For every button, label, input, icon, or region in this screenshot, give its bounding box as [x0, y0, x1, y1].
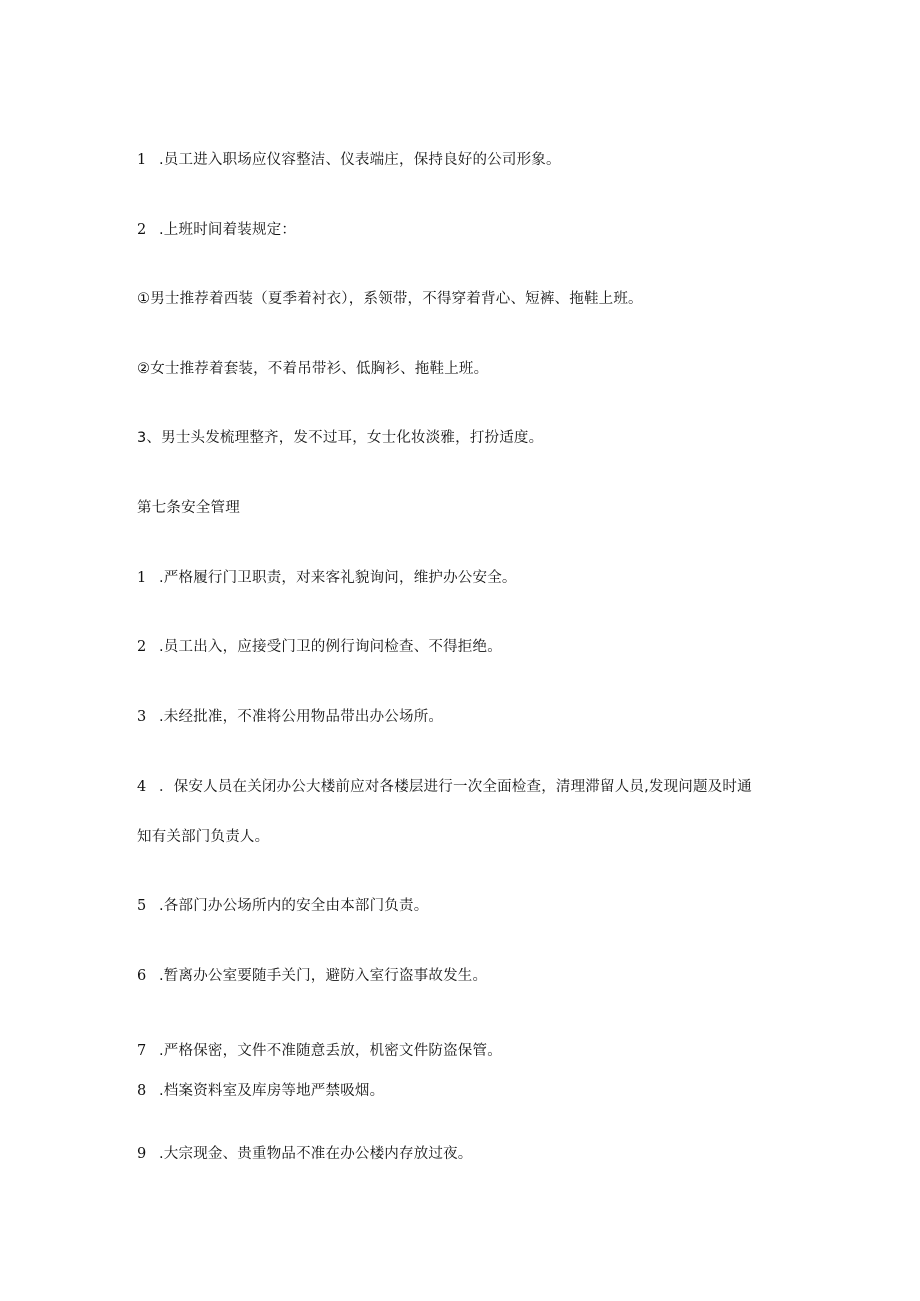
item-text: .大宗现金、贵重物品不准在办公楼内存放过夜。 — [159, 1146, 473, 1162]
item-text: ①男士推荐着西装（夏季着衬衣），系领带，不得穿着背心、短裤、拖鞋上班。 — [137, 291, 643, 307]
security-line-9 — [137, 1144, 817, 1164]
dress-rule-women — [137, 359, 817, 379]
security-line-4-continued — [137, 827, 817, 847]
clause-line-2 — [137, 220, 817, 240]
item-number: 1 — [137, 570, 147, 586]
item-text: 知有关部门负责人。 — [137, 829, 270, 845]
security-line-3 — [137, 707, 817, 727]
item-number: 5 — [137, 898, 147, 914]
item-text: ②女士推荐着套装，不着吊带衫、低胸衫、拖鞋上班。 — [137, 361, 489, 377]
item-text: .未经批准，不准将公用物品带出办公场所。 — [159, 709, 444, 725]
item-text: 3、男士头发梳理整齐，发不过耳，女士化妆淡雅，打扮适度。 — [137, 430, 544, 446]
security-line-2 — [137, 637, 817, 657]
item-text: .严格保密，文件不准随意丢放，机密文件防盗保管。 — [159, 1043, 502, 1059]
security-line-8 — [137, 1081, 817, 1101]
item-number: 1 — [137, 152, 147, 168]
clause-line-1 — [137, 150, 817, 170]
item-text: .上班时间着装规定： — [159, 222, 297, 238]
security-line-1 — [137, 568, 817, 588]
security-line-5 — [137, 896, 817, 916]
item-number: 2 — [137, 639, 147, 655]
item-number: 8 — [137, 1083, 147, 1099]
item-text: .暂离办公室要随手关门，避防入室行盗事故发生。 — [159, 968, 488, 984]
section-heading — [137, 498, 817, 518]
item-text: .档案资料室及库房等地严禁吸烟。 — [159, 1083, 385, 1099]
item-number: 3 — [137, 709, 147, 725]
item-text: .各部门办公场所内的安全由本部门负责。 — [159, 898, 429, 914]
item-number: 7 — [137, 1043, 147, 1059]
item-number: 6 — [137, 968, 147, 984]
security-line-7 — [137, 1041, 817, 1061]
item-text: ．保安人员在关闭办公大楼前应对各楼层进行一次全面检查，清理滞留人员,发现问题及时通 — [159, 779, 752, 795]
dress-rule-men — [137, 289, 817, 309]
clause-line-3 — [137, 428, 817, 448]
security-line-4 — [137, 777, 817, 797]
security-line-6 — [137, 966, 817, 986]
item-number: 9 — [137, 1146, 147, 1162]
section-title: 第七条安全管理 — [137, 500, 240, 516]
item-text: .员工进入职场应仪容整洁、仪表端庄，保持良好的公司形象。 — [159, 152, 561, 168]
item-number: 4 — [137, 779, 147, 795]
item-text: .员工出入，应接受门卫的例行询问检查、不得拒绝。 — [159, 639, 502, 655]
item-text: .严格履行门卫职责，对来客礼貌询问，维护办公安全。 — [159, 570, 517, 586]
item-number: 2 — [137, 222, 147, 238]
